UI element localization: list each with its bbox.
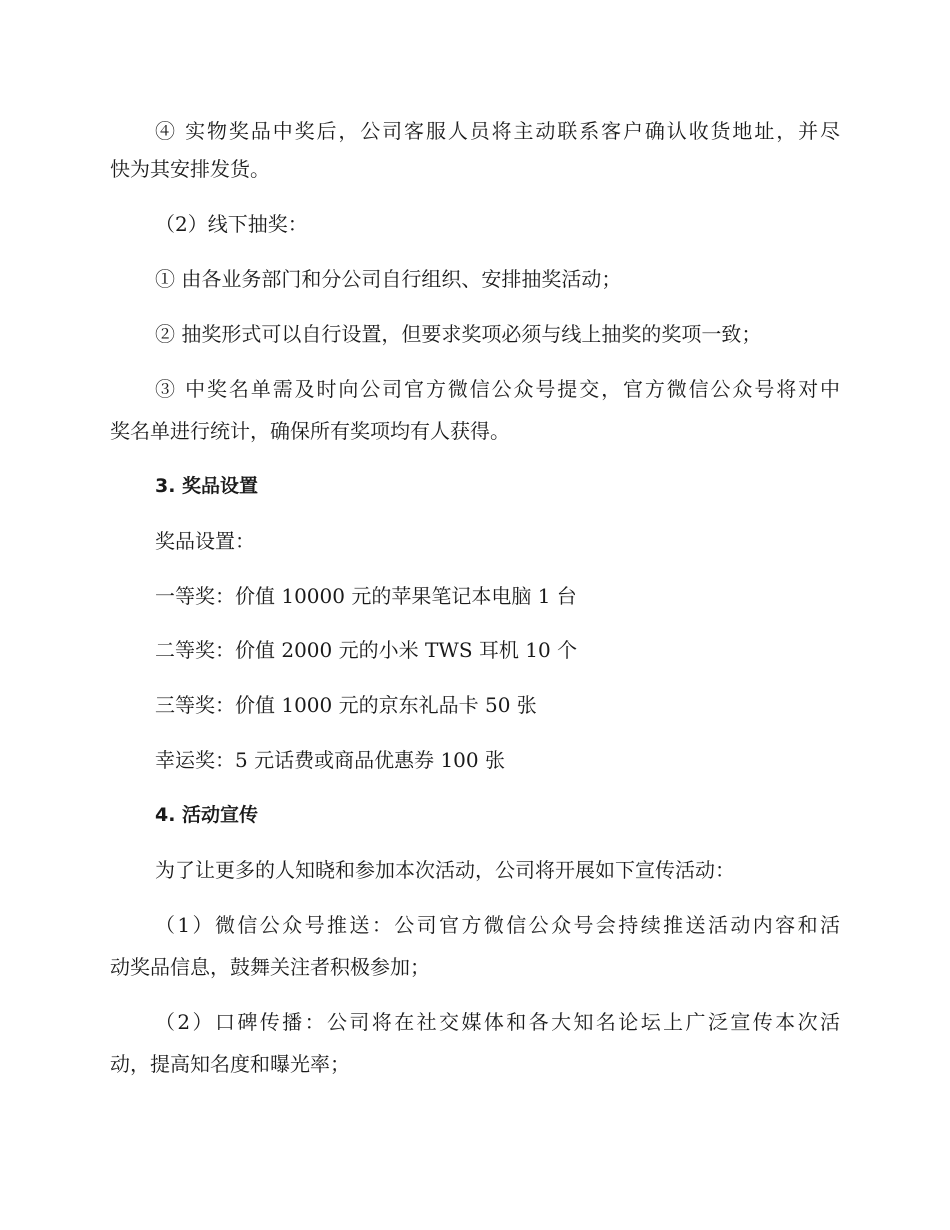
paragraph-line: 奖品设置： [155,529,255,553]
paragraph-line: 动，提高知名度和曝光率； [110,1052,350,1076]
list-item: ① 由各业务部门和分公司自行组织、安排抽奖活动； [155,267,622,291]
paragraph-line: 奖名单进行统计，确保所有奖项均有人获得。 [110,419,510,443]
section-heading: 3. 奖品设置 [155,475,259,497]
list-item: （1）微信公众号推送：公司官方微信公众号会持续推送活动内容和活 [155,913,840,937]
paragraph-line: （2）线下抽奖： [155,212,308,236]
section-heading: 4. 活动宣传 [155,804,259,826]
prize-item: 一等奖：价值 10000 元的苹果笔记本电脑 1 台 [155,584,577,608]
paragraph-line: 快为其安排发货。 [110,157,270,181]
paragraph-line: 为了让更多的人知晓和参加本次活动，公司将开展如下宣传活动： [155,858,735,882]
prize-item: 幸运奖：5 元话费或商品优惠券 100 张 [155,748,505,772]
prize-item: 三等奖：价值 1000 元的京东礼品卡 50 张 [155,693,537,717]
prize-item: 二等奖：价值 2000 元的小米 TWS 耳机 10 个 [155,638,578,662]
paragraph-line: ④ 实物奖品中奖后，公司客服人员将主动联系客户确认收货地址，并尽 [155,119,840,143]
list-item: （2）口碑传播：公司将在社交媒体和各大知名论坛上广泛宣传本次活 [155,1010,840,1034]
list-item: ③ 中奖名单需及时向公司官方微信公众号提交，官方微信公众号将对中 [155,377,840,401]
paragraph-line: 动奖品信息，鼓舞关注者积极参加； [110,955,430,979]
list-item: ② 抽奖形式可以自行设置，但要求奖项必须与线上抽奖的奖项一致； [155,322,762,346]
